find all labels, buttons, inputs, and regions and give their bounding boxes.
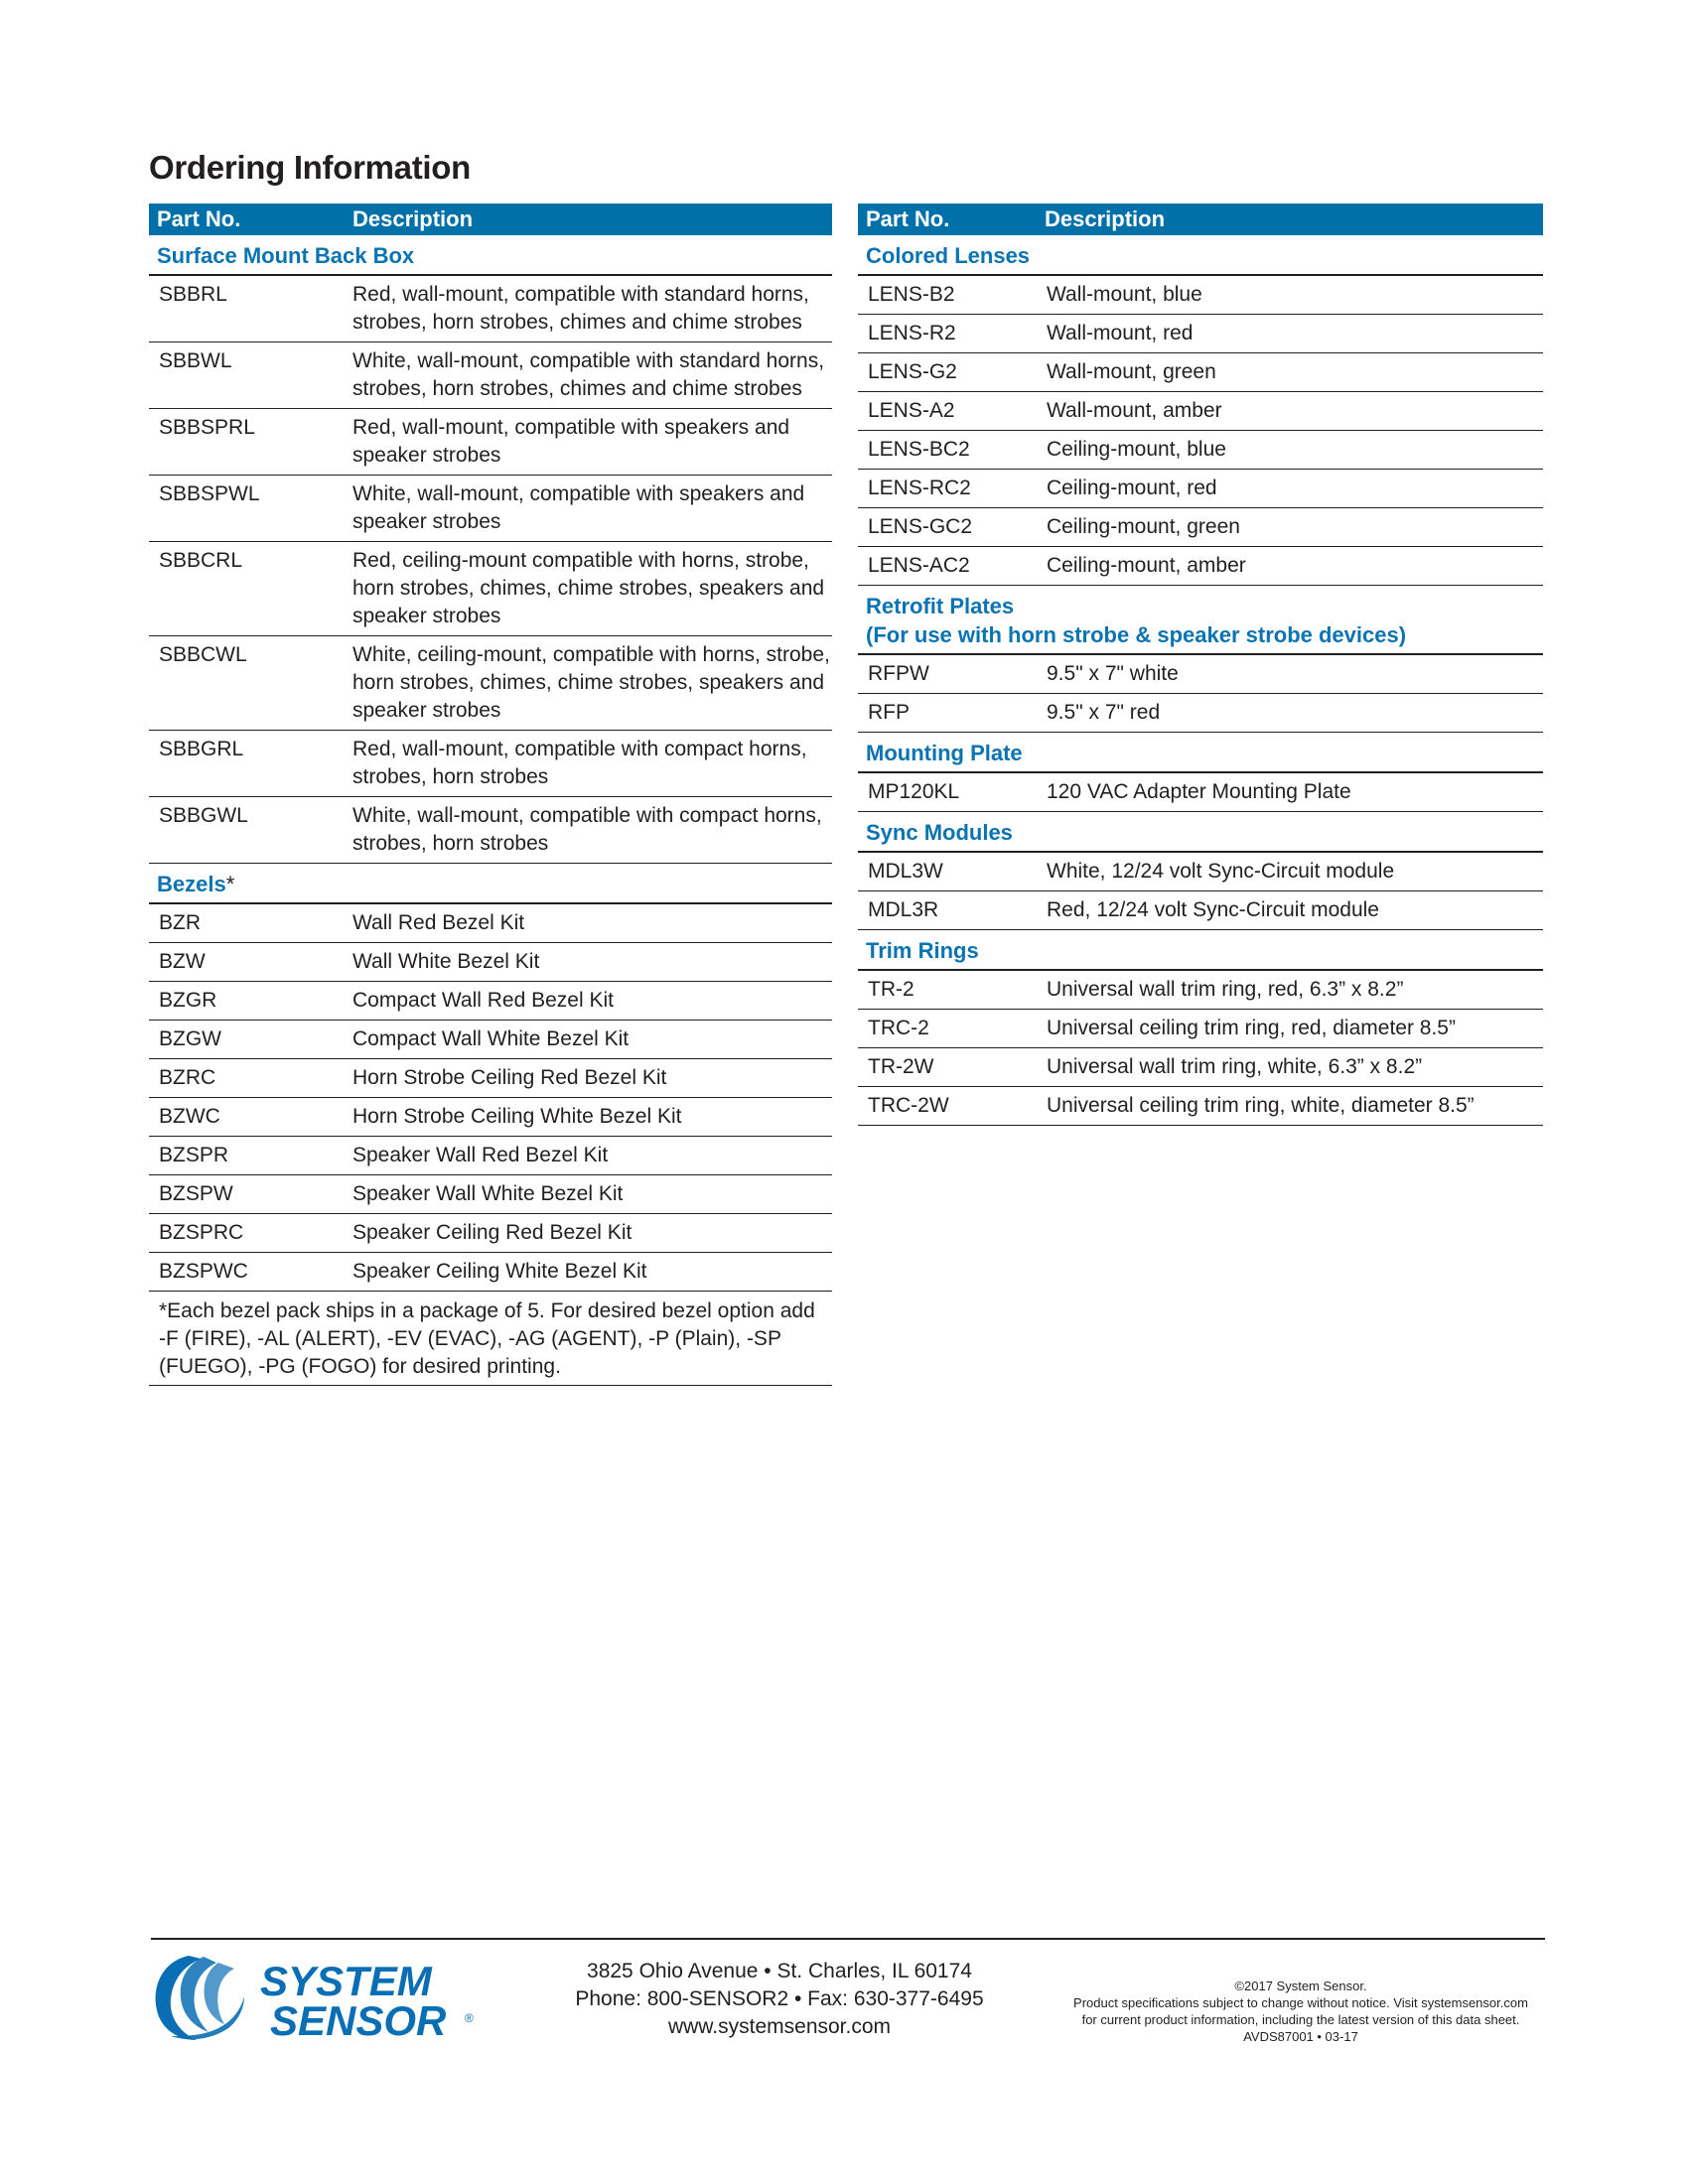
table-row — [858, 1048, 1543, 1087]
part-number: LENS-RC2 — [868, 477, 971, 499]
part-description: Wall Red Bezel Kit — [352, 911, 525, 934]
part-number: SBBCRL — [159, 549, 243, 572]
part-description: Wall White Bezel Kit — [352, 950, 540, 973]
part-description: Universal wall trim ring, white, 6.3” x 8.2” — [1047, 1055, 1423, 1078]
part-description: Ceiling-mount, red — [1047, 477, 1217, 499]
part-number: SBBCWL — [159, 643, 247, 666]
part-description: Universal ceiling trim ring, red, diameter 8.5” — [1047, 1017, 1456, 1039]
table-row — [858, 891, 1543, 930]
table-row — [149, 276, 832, 342]
part-number: MP120KL — [868, 780, 960, 803]
table-row — [149, 797, 832, 864]
section-subtitle: (For use with horn strobe & speaker strobe devices) — [866, 622, 1407, 647]
section-title: Mounting Plate — [866, 741, 1023, 765]
table-row — [149, 731, 832, 797]
part-description: White, 12/24 volt Sync-Circuit module — [1047, 860, 1395, 883]
part-description: Ceiling-mount, green — [1047, 515, 1240, 538]
footer-divider — [151, 1938, 1545, 1940]
part-description: Horn Strobe Ceiling Red Bezel Kit — [352, 1066, 667, 1089]
part-number: BZWC — [159, 1105, 220, 1128]
copyright-line: ©2017 System Sensor. — [1234, 1979, 1367, 1993]
part-number: BZSPWC — [159, 1260, 248, 1283]
table-row — [858, 547, 1543, 586]
part-description: Wall-mount, amber — [1047, 399, 1222, 422]
table-row — [858, 315, 1543, 353]
part-description: 9.5" x 7" red — [1047, 701, 1161, 724]
part-number: LENS-G2 — [868, 360, 957, 383]
section-title: Retrofit Plates — [866, 594, 1015, 618]
table-row — [858, 1010, 1543, 1048]
table-header — [858, 204, 1543, 235]
logo-mark-icon — [156, 1956, 244, 2040]
part-number: SBBGWL — [159, 804, 248, 827]
section-header — [858, 930, 1543, 971]
column-header-part-no: Part No. — [157, 206, 241, 231]
section-title: Colored Lenses — [866, 243, 1031, 268]
part-description: Compact Wall Red Bezel Kit — [352, 989, 614, 1012]
table-row — [149, 1175, 832, 1214]
document-code: AVDS87001 • 03-17 — [1243, 2029, 1358, 2044]
part-description: Universal ceiling trim ring, white, diameter 8.5” — [1047, 1094, 1475, 1117]
table-row — [858, 508, 1543, 547]
website-link[interactable]: www.systemsensor.com — [667, 2015, 892, 2038]
part-description: Red, 12/24 volt Sync-Circuit module — [1047, 898, 1379, 921]
legal-line: Product specifications subject to change without notice. Visit systemsensor.com — [1073, 1995, 1528, 2010]
table-row — [858, 276, 1543, 315]
part-number: SBBSPRL — [159, 416, 255, 439]
part-number: MDL3R — [868, 898, 939, 921]
part-description: White, wall-mount, compatible with compact horns, strobes, horn strobes — [352, 804, 822, 855]
part-description: Red, wall-mount, compatible with speakers and speaker strobes — [352, 416, 790, 467]
section-header — [858, 586, 1543, 655]
part-number: SBBWL — [159, 349, 232, 372]
table-row — [858, 431, 1543, 470]
footer-address — [551, 1958, 1008, 2041]
part-description: Universal wall trim ring, red, 6.3” x 8.2” — [1047, 978, 1404, 1001]
table-row — [149, 1021, 832, 1059]
table-row — [149, 636, 832, 731]
part-description: Red, wall-mount, compatible with standard horns, strobes, horn strobes, chimes and chime strobes — [352, 283, 809, 334]
section-title: Bezels — [157, 872, 226, 896]
part-number: TRC-2 — [868, 1017, 929, 1039]
part-number: SBBRL — [159, 283, 227, 306]
table-row — [858, 773, 1543, 812]
phone-line: Phone: 800-SENSOR2 • Fax: 630-377-6495 — [575, 1987, 984, 2010]
table-row — [149, 1098, 832, 1137]
part-number: BZGW — [159, 1027, 221, 1050]
part-description: 120 VAC Adapter Mounting Plate — [1047, 780, 1351, 803]
part-number: LENS-R2 — [868, 322, 956, 344]
footer-legal — [1053, 1978, 1549, 2045]
table-row — [149, 904, 832, 943]
part-description: Red, wall-mount, compatible with compact horns, strobes, horn strobes — [352, 738, 807, 788]
left-ordering-table — [149, 204, 832, 1386]
part-number: LENS-GC2 — [868, 515, 973, 538]
part-number: BZR — [159, 911, 201, 934]
table-row — [149, 542, 832, 636]
system-sensor-logo — [149, 1951, 487, 2045]
address-line: 3825 Ohio Avenue • St. Charles, IL 60174 — [587, 1960, 972, 1982]
part-number: MDL3W — [868, 860, 943, 883]
part-description: White, wall-mount, compatible with standard horns, strobes, horn strobes, chimes and chime strobes — [352, 349, 825, 400]
part-description: Wall-mount, red — [1047, 322, 1194, 344]
part-number: BZSPR — [159, 1144, 229, 1166]
part-number: BZGR — [159, 989, 217, 1012]
part-description: Speaker Wall White Bezel Kit — [352, 1182, 624, 1205]
part-number: TR-2W — [868, 1055, 934, 1078]
part-number: TR-2 — [868, 978, 914, 1001]
part-description: Speaker Ceiling White Bezel Kit — [352, 1260, 647, 1283]
table-row — [858, 971, 1543, 1010]
right-ordering-table — [858, 204, 1543, 1126]
table-row — [858, 470, 1543, 508]
part-number: TRC-2W — [868, 1094, 949, 1117]
section-header — [858, 733, 1543, 773]
part-number: RFPW — [868, 662, 929, 685]
part-number: LENS-AC2 — [868, 554, 970, 577]
table-row — [149, 982, 832, 1021]
column-header-part-no: Part No. — [866, 206, 950, 231]
part-number: SBBGRL — [159, 738, 244, 760]
table-row — [149, 476, 832, 542]
part-description: Wall-mount, green — [1047, 360, 1216, 383]
part-description: Speaker Ceiling Red Bezel Kit — [352, 1221, 633, 1244]
part-number: BZRC — [159, 1066, 216, 1089]
part-description: Compact Wall White Bezel Kit — [352, 1027, 630, 1050]
part-description: Horn Strobe Ceiling White Bezel Kit — [352, 1105, 682, 1128]
table-row — [149, 1059, 832, 1098]
section-title: Sync Modules — [866, 820, 1013, 845]
table-row — [858, 853, 1543, 891]
table-row — [149, 1137, 832, 1175]
column-header-description: Description — [1045, 206, 1166, 231]
logo-text-sensor: SENSOR — [270, 1997, 447, 2044]
section-header — [149, 235, 832, 276]
section-title: Surface Mount Back Box — [157, 243, 415, 268]
part-number: LENS-B2 — [868, 283, 955, 306]
part-number: BZW — [159, 950, 206, 973]
part-description: 9.5" x 7" white — [1047, 662, 1179, 685]
section-header — [149, 864, 832, 904]
table-row — [149, 1253, 832, 1292]
part-description: White, ceiling-mount, compatible with horns, strobe, horn strobes, chimes, chime strobes, speakers and speaker strobes — [352, 643, 830, 722]
part-description: Red, ceiling-mount compatible with horns, strobe, horn strobes, chimes, chime strobes, speakers and speaker strobes — [352, 549, 825, 627]
part-number: BZSPW — [159, 1182, 233, 1205]
part-description: Ceiling-mount, amber — [1047, 554, 1246, 577]
column-header-description: Description — [352, 206, 474, 231]
table-row — [858, 392, 1543, 431]
table-row — [149, 409, 832, 476]
section-title: Trim Rings — [866, 938, 979, 963]
table-row — [858, 694, 1543, 733]
part-number: LENS-A2 — [868, 399, 955, 422]
table-row — [149, 342, 832, 409]
section-header — [858, 812, 1543, 853]
table-row — [858, 655, 1543, 694]
part-number: BZSPRC — [159, 1221, 244, 1244]
legal-line: for current product information, including the latest version of this data sheet. — [1081, 2012, 1520, 2027]
part-description: Speaker Wall Red Bezel Kit — [352, 1144, 609, 1166]
table-row — [858, 353, 1543, 392]
part-description: White, wall-mount, compatible with speakers and speaker strobes — [352, 482, 805, 533]
part-description: Wall-mount, blue — [1047, 283, 1202, 306]
part-description: Ceiling-mount, blue — [1047, 438, 1226, 461]
table-header — [149, 204, 832, 235]
part-number: SBBSPWL — [159, 482, 260, 505]
table-row — [149, 943, 832, 982]
logo-text-system: SYSTEM — [260, 1958, 432, 2004]
footnote-text: *Each bezel pack ships in a package of 5. For desired bezel option add -F (FIRE), -AL (ALERT), -EV (EVAC), -AG (AGENT), -P (Plain), -SP (FUEGO), -PG (FOGO) for desired printing. — [149, 1292, 832, 1386]
table-row — [858, 1087, 1543, 1126]
logo-registered-mark: ® — [465, 2011, 474, 2025]
section-header — [858, 235, 1543, 276]
table-row — [149, 1214, 832, 1253]
part-number: LENS-BC2 — [868, 438, 970, 461]
footnote-marker: * — [225, 872, 235, 896]
page-title: Ordering Information — [149, 149, 472, 186]
part-number: RFP — [868, 701, 910, 724]
